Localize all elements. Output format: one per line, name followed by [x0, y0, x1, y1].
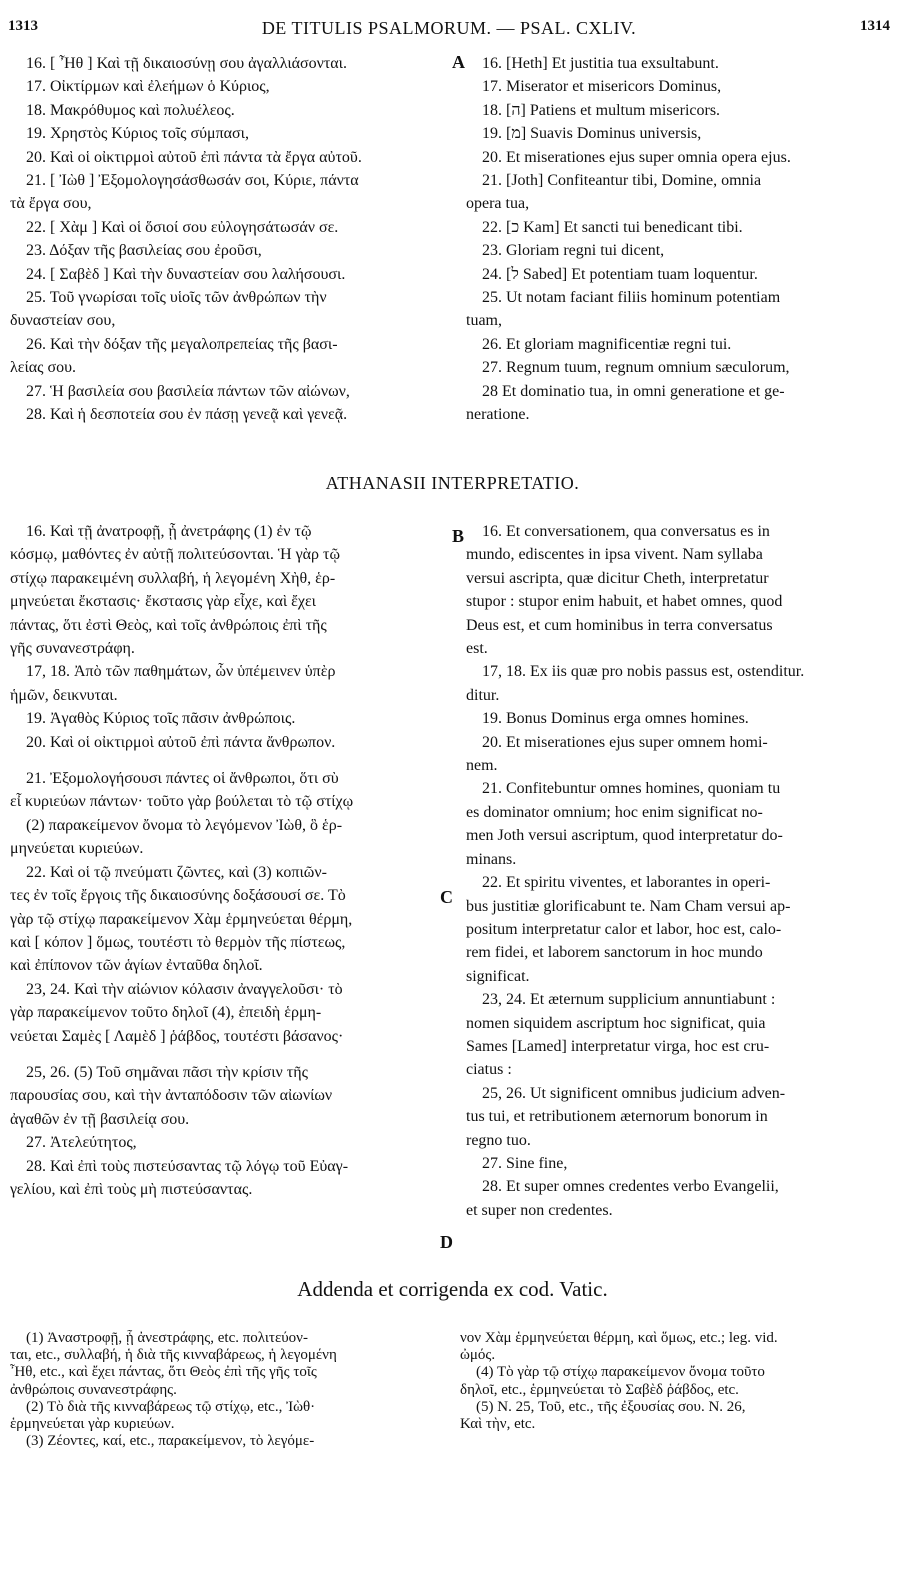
text-line: 28. Et super omnes credentes verbo Evangelii,: [482, 1178, 779, 1196]
text-line: 21. [Joth] Confiteantur tibi, Domine, omnia: [482, 172, 762, 190]
text-line: τες ἐν τοῖς ἔργοις τῆς δικαιοσύνης δοξάσουσί σε. Τὸ: [10, 887, 346, 905]
text-line: 22. [ Χὰμ ] Καὶ οἱ ὅσιοί σου εὐλογησάτωσάν σε.: [26, 218, 339, 236]
text-line: 16. [ Ἦθ ] Καὶ τῇ δικαιοσύνῃ σου ἀγαλλιάσονται.: [26, 55, 347, 72]
text-line: et super non credentes.: [466, 1201, 613, 1219]
text-line: νον Χὰμ ἑρμηνεύεται θέρμη, καὶ ὅμως, etc.; leg. vid.: [460, 1330, 778, 1346]
text-line: 17. Miserator et misericors Dominus,: [482, 78, 722, 96]
text-line: (2) Τὸ διὰ τῆς κινναβάρεως τῷ στίχῳ, etc., Ἰὼθ·: [26, 1398, 316, 1415]
margin-marker-c: C: [440, 887, 453, 907]
text-line: δυναστείαν σου,: [10, 312, 116, 330]
margin-marker-d: D: [440, 1232, 453, 1252]
text-line: ἑρμηνεύεται γὰρ κυριεύων.: [10, 1416, 175, 1433]
text-line: 18. [ה] Patiens et multum misericors.: [482, 101, 721, 119]
text-line: ἀνθρώποις συνανεστράφης.: [10, 1381, 177, 1398]
text-line: Ἦθ, etc., καὶ ἔχει πάντας, ὅτι Θεὸς ἐπὶ τῆς γῆς τοῖς: [10, 1364, 317, 1381]
text-line: stupor : stupor enim habuit, et habet omnes, quod: [466, 593, 783, 611]
text-line: 20. Et miserationes ejus super omnia opera ejus.: [482, 148, 791, 166]
margin-marker-b: B: [452, 526, 465, 546]
text-line: παρουσίας σου, καὶ τὴν ἀνταπόδοσιν τῶν αἰωνίων: [10, 1087, 333, 1105]
text-line: nem.: [466, 757, 498, 775]
text-line: 19. [מ] Suavis Dominus universis,: [482, 125, 702, 143]
text-line: nomen siquidem ascriptum hoc significat, quia: [466, 1014, 766, 1032]
text-line: versui ascripta, quæ dicitur Cheth, interpretatur: [466, 569, 769, 587]
text-line: positum interpretatur calor et labor, hoc est, calo-: [466, 920, 782, 938]
text-line: 16. [Heth] Et justitia tua exsultabunt.: [482, 55, 719, 72]
text-line: 24. [ל Sabed] Et potentiam tuam loquentur.: [482, 265, 758, 283]
text-line: 25. Ut notam faciant filiis hominum potentiam: [482, 289, 781, 307]
addenda-title: Addenda et corrigenda ex cod. Vatic.: [297, 1277, 608, 1301]
text-line: τὰ ἔργα σου,: [10, 195, 92, 213]
text-line: γελίου, καὶ ἐπὶ τοὺς μὴ πιστεύσαντας.: [10, 1180, 253, 1198]
text-line: 27. Ἀτελεύτητος,: [26, 1134, 137, 1152]
text-line: Sames [Lamed] interpretatur virga, hoc est cru-: [466, 1037, 770, 1055]
text-line: 19. Ἀγαθὸς Κύριος τοῖς πᾶσιν ἀνθρώποις.: [26, 710, 296, 728]
psalm-greek-column: [10, 52, 450, 427]
text-line: bus justitiæ glorificabunt te. Nam Cham versui ap-: [466, 897, 791, 915]
text-line: Deus est, et cum hominibus in terra conversatus: [466, 616, 773, 634]
text-line: 20. Καὶ οἱ οἰκτιρμοὶ αὐτοῦ ἐπὶ πάντα τὰ ἔργα αὐτοῦ.: [26, 148, 362, 166]
text-line: 23. Δόξαν τῆς βασιλείας σου ἐροῦσι,: [26, 242, 262, 260]
text-line: 22. Et spiritu viventes, et laborantes in operi-: [482, 874, 771, 892]
text-line: μηνεύεται ἔκστασις· ἔκστασις γὰρ εἶχε, καὶ ἔχει: [10, 593, 316, 611]
text-line: μηνεύεται κυριεύων.: [10, 840, 144, 858]
running-title: DE TITULIS PSALMORUM. — PSAL. CXLIV.: [261, 18, 637, 38]
text-line: 27. Regnum tuum, regnum omnium sæculorum,: [482, 359, 790, 377]
running-header: [8, 18, 890, 42]
text-line: γὰρ τῷ στίχῳ παρακείμενον Χὰμ ἑρμηνεύεται θέρμη,: [10, 910, 353, 928]
psalm-latin-column: [466, 52, 896, 427]
text-line: 16. Καὶ τῇ ἀνατροφῇ, ᾗ ἀνετράφης (1) ἐν τῷ: [26, 523, 312, 540]
athanasius-greek-column: [10, 520, 450, 1201]
text-line: εἶ κυριεύων πάντων· τοῦτο γὰρ βούλεται τὸ τῷ στίχῳ: [10, 793, 354, 811]
text-line: 18. Μακρόθυμος καὶ πολυέλεος.: [26, 101, 235, 119]
text-line: 23. Gloriam regni tui dicent,: [482, 242, 665, 260]
text-line: tuam,: [466, 312, 502, 330]
text-line: 25, 26. (5) Τοῦ σημᾶναι πᾶσι τὴν κρίσιν τῆς: [26, 1063, 308, 1081]
section-title: ATHANASII INTERPRETATIO.: [325, 473, 580, 493]
paragraph-gap: [10, 1048, 450, 1061]
text-line: (3) Ζέοντες, καί, etc., παρακείμενον, τὸ λεγόμε-: [26, 1433, 315, 1450]
text-line: (1) Ἀναστροφῇ, ᾗ ἀνεστράφης, etc. πολιτεύον-: [26, 1330, 308, 1346]
text-line: δηλοῖ, etc., ἑρμηνεύεται τὸ Σαβὲδ ῥάβδος, etc.: [460, 1381, 739, 1398]
text-line: γῆς συνανεστράφη.: [10, 640, 135, 658]
margin-marker-a: A: [452, 52, 465, 72]
text-line: 19. Bonus Dominus erga omnes homines.: [482, 710, 749, 728]
text-line: regno tuo.: [466, 1131, 531, 1149]
text-line: ὠμός.: [460, 1347, 496, 1364]
text-line: ται, etc., συλλαβή, ἡ διὰ τῆς κινναβάρεως, ἡ λεγομένη: [10, 1347, 337, 1364]
text-line: (5) N. 25, Τοῦ, etc., τῆς ἐξουσίας σου. N. 26,: [476, 1398, 746, 1415]
text-line: στίχῳ παρακειμένη συλλαβή, ἡ λεγομένη Χὴθ, ἑρ-: [10, 569, 336, 587]
text-line: 17, 18. Ἀπὸ τῶν παθημάτων, ὧν ὑπέμεινεν ὑπὲρ: [26, 663, 336, 681]
text-line: 17. Οἰκτίρμων καὶ ἐλεήμων ὁ Κύριος,: [26, 78, 270, 96]
paragraph-gap: [10, 754, 450, 767]
text-line: 26. Καὶ τὴν δόξαν τῆς μεγαλοπρεπείας τῆς βασι-: [26, 335, 338, 353]
text-line: 22. Καὶ οἱ τῷ πνεύματι ζῶντες, καὶ (3) κοπιῶν-: [26, 863, 327, 881]
text-line: ἡμῶν, δεικνυται.: [10, 686, 118, 704]
text-line: ditur.: [466, 686, 500, 704]
text-line: tus tui, et retributionem æternorum bonorum in: [466, 1108, 768, 1126]
text-line: 25. Τοῦ γνωρίσαι τοῖς υἱοῖς τῶν ἀνθρώπων τὴν: [26, 289, 327, 307]
text-line: 22. [כ Kam] Et sancti tui benedicant tibi.: [482, 218, 743, 236]
page-number-right: 1314: [860, 18, 890, 34]
text-line: 23, 24. Et æternum supplicium annuntiabunt :: [482, 991, 776, 1009]
text-line: 24. [ Σαβὲδ ] Καὶ τὴν δυναστείαν σου λαλήσουσι.: [26, 265, 346, 283]
text-line: neratione.: [466, 406, 530, 424]
text-line: Καὶ τὴν, etc.: [460, 1416, 536, 1433]
text-line: λείας σου.: [10, 359, 77, 377]
notes-left-column: [10, 1330, 450, 1450]
text-line: 21. Ἐξομολογήσουσι πάντες οἱ ἄνθρωποι, ὅτι σὺ: [26, 770, 339, 788]
text-line: 28. Καὶ ἐπὶ τοὺς πιστεύσαντας τῷ λόγῳ τοῦ Εὐαγ-: [26, 1157, 349, 1175]
text-line: 28. Καὶ ἡ δεσποτεία σου ἐν πάσῃ γενεᾷ καὶ γενεᾷ.: [26, 406, 348, 424]
text-line: significat.: [466, 967, 530, 985]
text-line: 17, 18. Ex iis quæ pro nobis passus est, ostenditur.: [482, 663, 805, 681]
text-line: (2) παρακείμενον ὄνομα τὸ λεγόμενον Ἰὼθ, ὃ ἑρ-: [26, 816, 343, 834]
text-line: 27. Ἡ βασιλεία σου βασιλεία πάντων τῶν αἰώνων,: [26, 382, 350, 400]
text-line: minans.: [466, 850, 517, 868]
text-line: γὰρ παρακείμενον τοῦτο δηλοῖ (4), ἐπειδὴ ἑρμη-: [10, 1004, 322, 1022]
text-line: 23, 24. Καὶ τὴν αἰώνιον κόλασιν ἀναγγελοῦσι· τὸ: [26, 980, 343, 998]
text-line: 25, 26. Ut significent omnibus judicium adven-: [482, 1084, 786, 1102]
text-line: 21. [ Ἰὼθ ] Ἐξομολογησάσθωσάν σοι, Κύριε, πάντα: [26, 172, 359, 190]
athanasius-latin-column: [466, 520, 896, 1222]
text-line: 19. Χρηστὸς Κύριος τοῖς σύμπασι,: [26, 125, 249, 143]
text-line: κόσμῳ, μαθόντες ἐν αὐτῇ πολιτεύσονται. Ἡ γὰρ τῷ: [10, 546, 340, 564]
text-line: ciatus :: [466, 1061, 512, 1079]
text-line: νεύεται Σαμὲς [ Λαμὲδ ] ῥάβδος, τουτέστι βάσανος·: [10, 1027, 344, 1045]
notes-right-column: [460, 1330, 900, 1433]
text-line: (4) Τὸ γὰρ τῷ στίχῳ παρακείμενον ὄνομα τοῦτο: [476, 1364, 765, 1381]
text-line: 21. Confitebuntur omnes homines, quoniam tu: [482, 780, 781, 798]
text-line: 28 Et dominatio tua, in omni generatione et ge-: [482, 382, 785, 400]
text-line: es dominator omnium; hoc enim significat no-: [466, 803, 763, 821]
text-line: 16. Et conversationem, qua conversatus es in: [482, 523, 770, 540]
text-line: mundo, ediscentes in ipsa vivent. Nam syllaba: [466, 546, 763, 564]
text-line: πάντας, ὅτι ἐστὶ Θεὸς, καὶ τοῖς ἀνθρώποις ἐπὶ τῆς: [10, 616, 327, 634]
text-line: opera tua,: [466, 195, 530, 213]
text-line: 20. Et miserationes ejus super omnem homi-: [482, 733, 768, 751]
text-line: ἀγαθῶν ἐν τῇ βασιλείᾳ σου.: [10, 1110, 190, 1128]
text-line: rem fidei, et laborem sanctorum in hoc mundo: [466, 944, 763, 962]
text-line: men Joth versui ascriptum, quod interpretatur do-: [466, 827, 783, 845]
text-line: est.: [466, 640, 488, 658]
text-line: καὶ ἐπίπονον τῶν ἁγίων ἐνταῦθα δηλοῖ.: [10, 957, 263, 975]
text-line: 26. Et gloriam magnificentiæ regni tui.: [482, 335, 732, 353]
page-number-left: 1313: [8, 18, 38, 34]
text-line: 27. Sine fine,: [482, 1154, 568, 1172]
text-line: καὶ [ κόπον ] ὅμως, τουτέστι τὸ θερμὸν τῆς πίστεως,: [10, 933, 346, 951]
text-line: 20. Καὶ οἱ οἰκτιρμοὶ αὐτοῦ ἐπὶ πάντα ἄνθρωπον.: [26, 733, 336, 751]
